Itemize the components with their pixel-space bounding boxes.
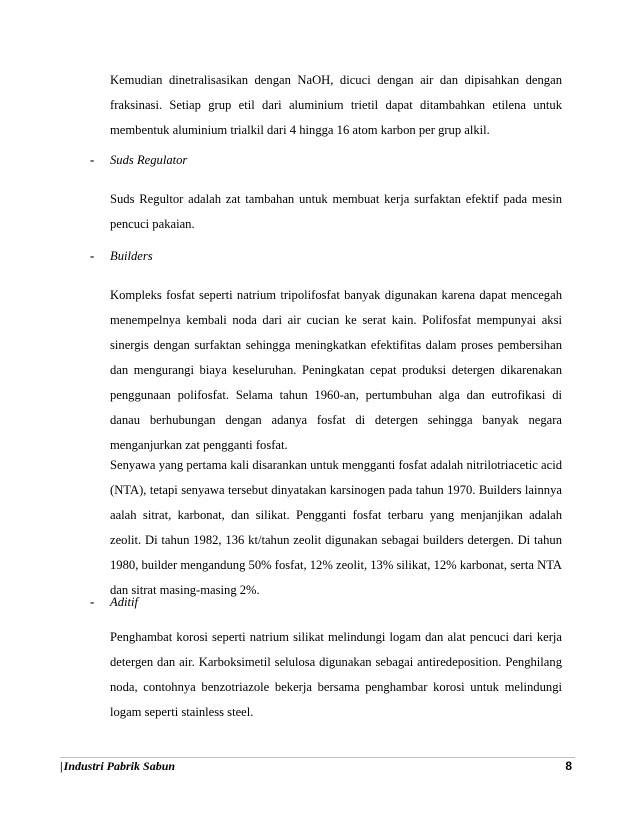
footer-title-text: Industri Pabrik Sabun: [63, 759, 176, 773]
bullet-suds-regulator: [90, 150, 187, 170]
bullet-label-suds: Suds Regulator: [110, 153, 188, 167]
footer-bar: |: [60, 759, 63, 773]
footer-title: [60, 759, 175, 774]
bullet-label-builders: Builders: [110, 249, 153, 263]
paragraph-aditif: Penghambat korosi seperti natrium silikat melindungi logam dan alat pencuci dari kerja detergen dan air. Karboksimetil selulosa digunakan sebagai antiredeposition. Penghilang noda, contohnya benzotriazole bekerja bersama penghambar korosi untuk melindungi logam seperti stainless steel.: [110, 630, 562, 719]
page-number: 8: [565, 759, 572, 773]
paragraph-builders-1: Kompleks fosfat seperti natrium tripolifosfat banyak digunakan karena dapat mencegah menempelnya kembali noda dari air cucian ke serat kain. Polifosfat mempunyai aksi sinergis dengan surfaktan sehingga meningkatkan efektifitas dalam proses pembersihan dan mengurangi biaya keseluruhan. Peningkatan cepat produksi detergen dikarenakan penggunaan polifosfat. Selama tahun 1960-an, pertumbuhan alga dan eutrofikasi di danau berhubungan dengan adanya fosfat di detergen sehingga banyak negara menganjurkan zat pengganti fosfat.: [110, 288, 562, 452]
footer-divider: [60, 757, 575, 758]
bullet-aditif: [90, 592, 138, 612]
bullet-dash: -: [90, 249, 95, 263]
bullet-builders: [90, 246, 153, 266]
paragraph-intro: Kemudian dinetralisasikan dengan NaOH, dicuci dengan air dan dipisahkan dengan fraksinasi. Setiap grup etil dari aluminium trietil dapat ditambahkan etilena untuk membentuk aluminium trialkil dari 4 hingga 16 atom karbon per grup alkil.: [110, 73, 562, 137]
bullet-label-aditif: Aditif: [110, 595, 138, 609]
paragraph-suds: Suds Regultor adalah zat tambahan untuk membuat kerja surfaktan efektif pada mesin pencuci pakaian.: [110, 192, 562, 231]
paragraph-builders-2: Senyawa yang pertama kali disarankan untuk mengganti fosfat adalah nitrilotriacetic acid (NTA), tetapi senyawa tersebut dinyatakan karsinogen pada tahun 1970. Builders lainnya aalah sitrat, karbonat, dan silikat. Pengganti fosfat terbaru yang menjanjikan adalah zeolit. Di tahun 1982, 136 kt/tahun zeolit digunakan sebagai builders detergen. Di tahun 1980, builder mengandung 50% fosfat, 12% zeolit, 13% silikat, 12% karbonat, serta NTA dan sitrat masing-masing 2%.: [110, 458, 562, 597]
bullet-dash: -: [90, 595, 95, 609]
bullet-dash: -: [90, 153, 95, 167]
